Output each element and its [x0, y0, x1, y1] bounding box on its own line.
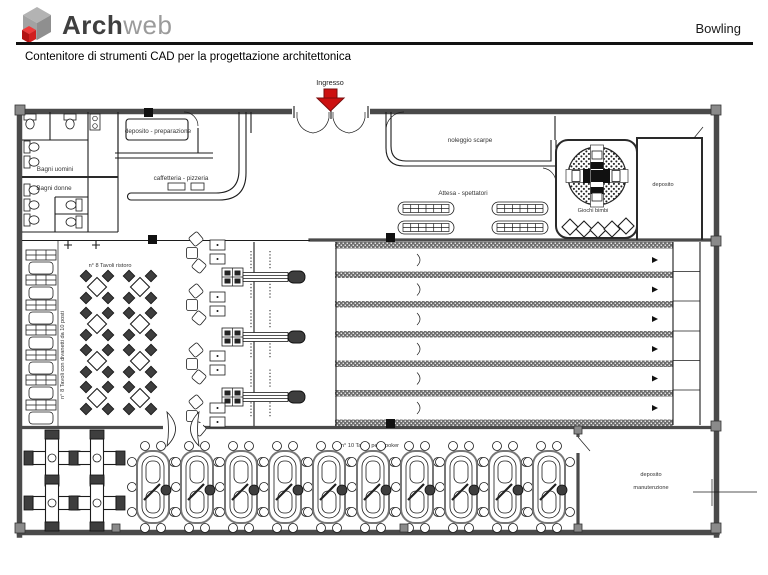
ristoro-tables [80, 263, 157, 415]
attesa-benches [398, 190, 548, 234]
deposito-manutenzione-room [574, 437, 757, 506]
bowling-lanes [251, 242, 700, 426]
ball-returns [222, 268, 305, 406]
label-bagni-uomini: Bagni uomini [36, 166, 74, 173]
logo-text-light: web [123, 9, 173, 40]
poker-area [128, 442, 575, 533]
label-tavoli-divanetti: n° 8 Tavoli con divanetti da 10 posti [60, 311, 66, 399]
deposito-preparazione-room [115, 112, 213, 158]
label-noleggio-scarpe: noleggio scarpe [447, 137, 493, 144]
label-tavoli-poker: n° 10 Tavoli per il poker [340, 443, 400, 449]
label-tavoli-ristoro: n° 8 Tavoli ristoro [88, 263, 132, 269]
site-tagline: Contenitore di strumenti CAD per la progettazione architettonica [25, 51, 352, 63]
deposito-room [637, 127, 703, 240]
label-attesa: Attesa - spettatori [438, 190, 488, 197]
caffetteria-counter [128, 112, 251, 200]
hall-poker-door [163, 412, 203, 446]
label-deposito-manutenzione-2: manutenzione [633, 485, 669, 491]
label-caffetteria: caffetteria - pizzeria [153, 175, 209, 182]
entrance [292, 78, 370, 133]
label-deposito: deposito [652, 182, 674, 188]
label-deposito-preparazione: deposito - preparazione [124, 128, 192, 135]
giochi-bimbi-room [555, 116, 637, 238]
page-title: Bowling [695, 21, 741, 36]
noleggio-scarpe-room [386, 112, 556, 183]
logo-text-bold: Arch [62, 9, 124, 40]
bathrooms [22, 112, 118, 232]
cross-tables [24, 430, 125, 531]
label-ingresso: Ingresso [316, 78, 344, 87]
label-deposito-manutenzione-1: deposito [640, 472, 662, 478]
bowler-consoles [187, 231, 226, 436]
label-giochi-bimbi: Giochi bimbi [577, 208, 609, 214]
label-bagni-donne: Bagni donne [36, 185, 72, 192]
